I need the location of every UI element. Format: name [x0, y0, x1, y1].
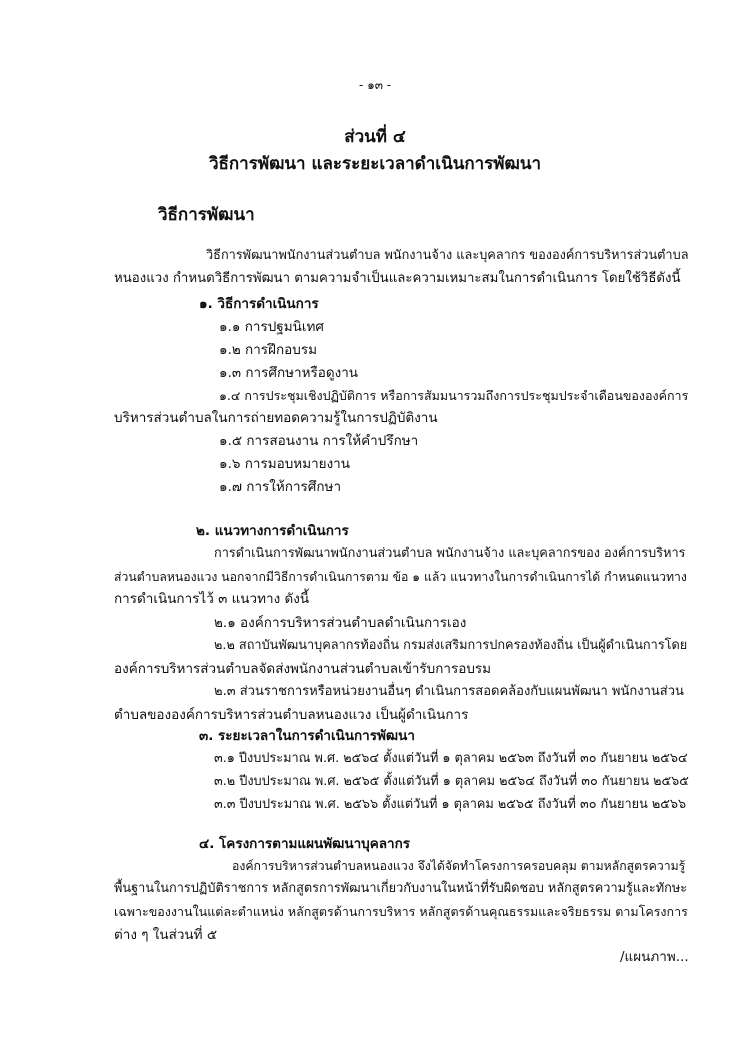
item-1-6: ๑.๖ การมอบหมายงาน: [219, 456, 350, 472]
item-1-1: ๑.๑ การปฐมนิเทศ: [219, 319, 324, 335]
section-2-para-line-3: การดำเนินการไว้ ๓ แนวทาง ดังนี้: [114, 591, 310, 607]
section-4-para-line-3: เฉพาะของงานในแต่ละตำแหน่ง หลักสูตรด้านการบริหาร หลักสูตรด้านคุณธรรมและจริยธรรม ตามโครงการ: [114, 904, 688, 919]
section-2-para-line-2: ส่วนตำบลหนองแวง นอกจากมีวิธีการดำเนินการตาม ข้อ ๑ แล้ว แนวทางในการดำเนินการได้ กำหนดแนวทาง: [114, 570, 687, 584]
item-3-2: ๓.๒ ปีงบประมาณ พ.ศ. ๒๕๖๕ ตั้งแต่วันที่ ๑ ตุลาคม ๒๕๖๔ ถึงวันที่ ๓๐ กันยายน ๒๕๖๕: [214, 774, 689, 789]
item-2-3-line-2: ตำบลขององค์การบริหารส่วนตำบลหนองแวง เป็นผู้ดำเนินการ: [114, 707, 469, 723]
intro-line-2: หนองแวง กำหนดวิธีการพัฒนา ตามความจำเป็นและความเหมาะสมในการดำเนินการ โดยใช้วิธีดังนี้: [114, 271, 681, 286]
item-3-3: ๓.๓ ปีงบประมาณ พ.ศ. ๒๕๖๖ ตั้งแต่วันที่ ๑ ตุลาคม ๒๕๖๕ ถึงวันที่ ๓๐ กันยายน ๒๕๖๖: [214, 797, 687, 812]
item-2-3-line-1: ๒.๓ ส่วนราชการหรือหน่วยงานอื่นๆ ดำเนินการสอดคล้องกับแผนพัฒนา พนักงานส่วน: [214, 684, 684, 699]
continuation-note: /แผนภาพ...: [620, 949, 689, 965]
methods-heading: วิธีการพัฒนา: [158, 205, 255, 225]
item-1-7: ๑.๗ การให้การศึกษา: [219, 479, 342, 495]
section-4-para-line-2: พื้นฐานในการปฏิบัติราชการ หลักสูตรการพัฒนาเกี่ยวกับงานในหน้าที่รับผิดชอบ หลักสูตรความรู้และทักษะ: [114, 881, 688, 896]
section-2-para-line-1: การดำเนินการพัฒนาพนักงานส่วนตำบล พนักงานจ้าง และบุคลากรของ องค์การบริหาร: [214, 546, 686, 561]
section-4-para-line-4: ต่าง ๆ ในส่วนที่ ๕: [114, 927, 218, 943]
item-1-3: ๑.๓ การศึกษาหรือดูงาน: [219, 365, 359, 381]
item-1-2: ๑.๒ การฝึกอบรม: [219, 342, 317, 358]
section-2-heading: ๒. แนวทางการดำเนินการ: [196, 523, 349, 539]
item-2-1: ๒.๑ องค์การบริหารส่วนตำบลดำเนินการเอง: [214, 615, 467, 631]
section-3-heading: ๓. ระยะเวลาในการดำเนินการพัฒนา: [199, 728, 415, 744]
part-title: วิธีการพัฒนา และระยะเวลาดำเนินการพัฒนา: [208, 154, 542, 174]
section-4-heading: ๔. โครงการตามแผนพัฒนาบุคลากร: [199, 836, 411, 852]
page-number: - ๑๓ -: [358, 78, 392, 92]
item-3-1: ๓.๑ ปีงบประมาณ พ.ศ. ๒๕๖๔ ตั้งแต่วันที่ ๑ ตุลาคม ๒๕๖๓ ถึงวันที่ ๓๐ กันยายน ๒๕๖๔: [214, 751, 688, 766]
item-1-5: ๑.๕ การสอนงาน การให้คำปรึกษา: [219, 433, 419, 449]
intro-line-1: วิธีการพัฒนาพนักงานส่วนตำบล พนักงานจ้าง และบุคลากร ขององค์การบริหารส่วนตำบล: [206, 248, 689, 263]
item-1-4-line-1: ๑.๔ การประชุมเชิงปฏิบัติการ หรือการสัมมนารวมถึงการประชุมประจำเดือนขององค์การ: [219, 388, 689, 403]
item-2-2-line-2: องค์การบริหารส่วนตำบลจัดส่งพนักงานส่วนตำบลเข้ารับการอบรม: [114, 661, 492, 677]
section-4-para-line-1: องค์การบริหารส่วนตำบลหนองแวง จึงได้จัดทำโครงการครอบคลุม ตามหลักสูตรความรู้: [232, 859, 686, 873]
part-heading: ส่วนที่ ๔: [344, 127, 406, 147]
item-2-2-line-1: ๒.๒ สถาบันพัฒนาบุคลากรท้องถิ่น กรมส่งเสริมการปกครองท้องถิ่น เป็นผู้ดำเนินการโดย: [214, 638, 688, 653]
item-1-4-line-2: บริหารส่วนตำบลในการถ่ายทอดความรู้ในการปฏิบัติงาน: [114, 410, 438, 426]
section-1-heading: ๑. วิธีการดำเนินการ: [199, 296, 319, 312]
